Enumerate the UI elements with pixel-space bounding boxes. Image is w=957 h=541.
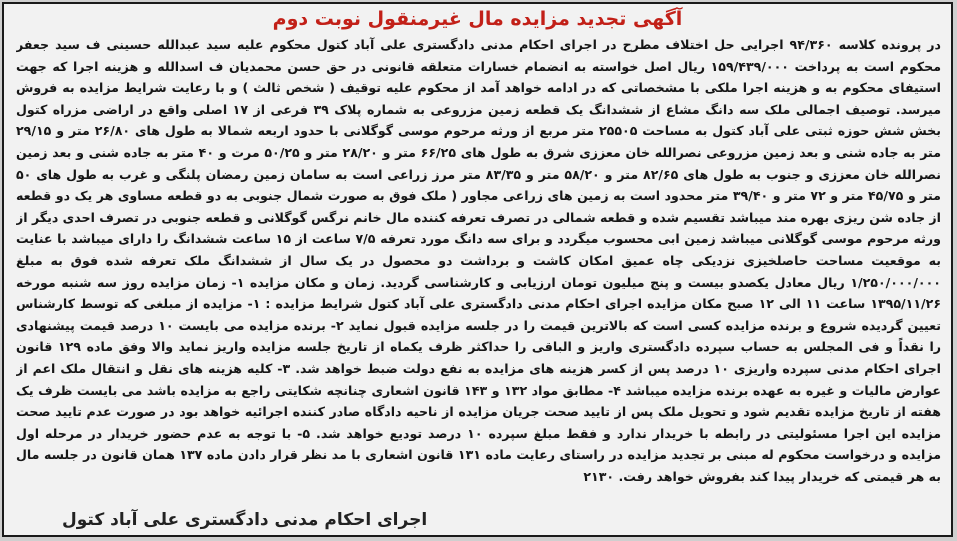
notice-body: در پرونده کلاسه ۹۴/۳۶۰ اجرایی حل اختلاف مطرح در اجرای احکام مدنی دادگستری علی آباد کتول محکوم علیه سید عبدالله حسینی ف سید جعفر محکوم است به پرداخت ۱۵۹/۴۳۹/۰۰۰ ریال اصل خواسته به انضمام خسارات متعلقه قانونی در حق حسن محمدیان ف اسدالله و هزینه اجرا که جهت استیفای محکوم به و هزینه اجرا ملکی با مشخصاتی که در ادامه خواهد آمد از محکوم علیه توقیف ( شخص ثالث ) و با رعایت شرایط مزایده به فروش میرسد. توصیف اجمالی ملک سه دانگ مشاع از ششدانگ یک قطعه زمین مزروعی به شماره پلاک ۳۹ فرعی از ۱۷ اصلی واقع در اراضی مزراه کتول بخش شش حوزه ثبتی علی آباد کتول به مساحت ۲۵۵۰۵ متر مربع از ورثه مرحوم موسی گوگلانی با حدود اربعه شمالا به طول های ۲۶/۸۰ متر و ۲۹/۱۵ متر به جاده شنی و بعد زمین مزروعی نصرالله خان معززی شرق به طول های ۶۶/۲۵ متر و ۲۸/۲۰ متر و ۵۰/۲۵ مرت و ۴۰ متر به جاده شنی و بعد زمین نصرالله خان معززی و جنوب به طول های ۸۲/۶۵ متر و ۵۸/۲۰ متر و ۸۳/۳۵ متر مرز زراعی است به سامان زمین رمضان پلنگی و غرب به طول های ۵۰ متر و ۴۵/۷۵ متر و ۷۲ متر و ۳۹/۴۰ متر محدود است به زمین های زراعی مجاور ( ملک فوق به صورت شمال جنوبی به دو قطعه مساوی هر یک دو قطعه از جاده شن ریزی بهره مند میباشد تقسیم شده و قطعه شمالی در تصرف تعرفه کننده مال خانم نرگس گوگلانی و قطعه جنوبی در تصرف احدی دیگر از ورثه مرحوم موسی گوگلانی میباشد زمین ابی محسوب میگردد و برای سه دانگ مورد تعرفه ۷/۵ ساعت از ۱۵ ساعت ششدانگ را دارای میباشد با عنایت به موقعیت مساحت حاصلخیزی نزدیکی چاه عمیق امکان کاشت و برداشت دو محصول در یک سال از ششدانگ ملک تعرفه شده فوق به مبلغ ۱/۲۵۰/۰۰۰/۰۰۰ ریال معادل یکصدو بیست و پنج میلیون تومان ارزیابی و کارشناسی گردید. زمان و مکان مزایده ۱- زمان مزایده روز سه شنبه مورخه ۱۳۹۵/۱۱/۲۶ ساعت ۱۱ الی ۱۲ صبح مکان مزایده اجرای احکام مدنی دادگستری علی آباد کتول شرایط مزایده : ۱- مزایده از مبلغی که توسط کارشناس تعیین گردیده شروع و برنده مزایده کسی است که بالاترین قیمت را در جلسه مزایده قبول نماید ۲- برنده مزایده می بایست ۱۰ درصد قیمت پیشنهادی را نقداً و فی المجلس به حساب سپرده دادگستری واریز و الباقی را حداکثر ظرف یکماه از تاریخ جلسه مزایده واریز نماید والا وفق ماده ۱۲۹ قانون اجرای احکام مدنی سپرده واریزی ۱۰ درصد پس از کسر هزینه های مزایده به نفع دولت ضبط خواهد شد. ۳- کلیه هزینه های نقل و انتقال ملک اعم از عوارض مالیات و غیره به عهده برنده مزایده میباشد ۴- مطابق مواد ۱۳۲ و ۱۴۳ قانون اشعاری چنانچه شکایتی راجع به مزایده باشد می بایست ظرف یک هفته از تاریخ مزایده تقدیم شود و تحویل ملک پس از تایید صحت جریان مزایده از ناحیه دادگاه صادر کننده اجرائیه خواهد بود در صورت عدم تایید صحت مزایده این اجرا مسئولیتی در رابطه با خریدار ندارد و فقط مبلغ سپرده ۱۰ درصد تودیع خواهد شد. ۵- با توجه به عدم حضور خریدار در مرحله اول مزایده و درخواست محکوم له مبنی بر تجدید مزایده در راستای رعایت ماده ۱۳۱ قانون اشعاری با مد نظر قرار دادن ماده ۱۳۷ همان قانون در جلسه مال به هر قیمتی که خریدار پیدا کند بفروش خواهد رفت. ۲۱۳۰	[16, 37, 941, 484]
notice-title: آگهی تجدید مزایده مال غیرمنقول نوبت دوم	[272, 8, 683, 30]
issuer-signature: اجرای احکام مدنی دادگستری علی آباد کتول	[62, 510, 428, 530]
notice-document	[2, 2, 953, 537]
